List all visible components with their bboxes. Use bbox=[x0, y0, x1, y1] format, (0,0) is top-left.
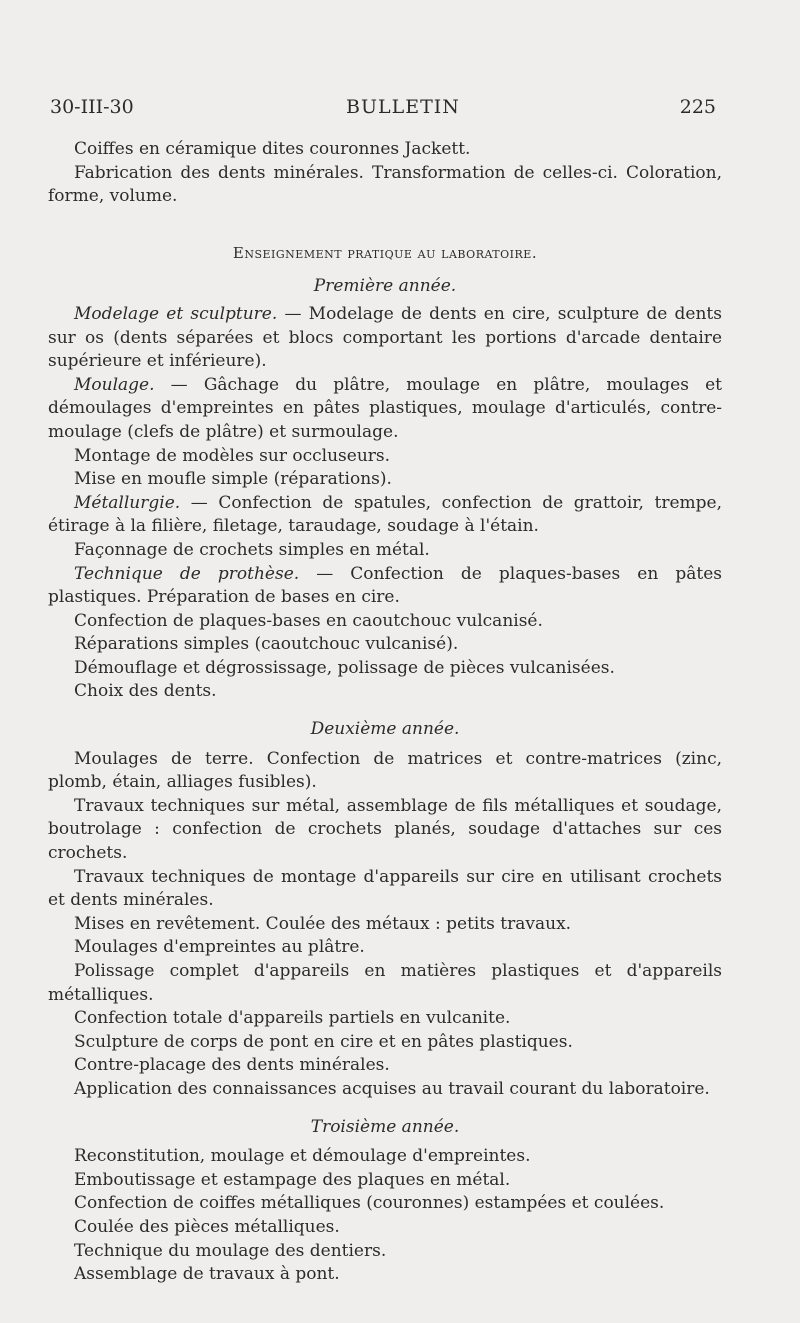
paragraph-text: — Confection de plaques-bases en pâtes plastiques. Préparation de bases en cire. bbox=[48, 563, 722, 608]
paragraph bbox=[48, 657, 722, 681]
paragraph: Confection totale d'appareils partiels en vulcanite. bbox=[74, 1008, 511, 1029]
paragraph bbox=[48, 680, 722, 704]
paragraph-text: — Gâchage du plâtre, moulage en plâtre, moulages et démoulages d'empreintes en pâtes plastiques, moulage d'articulés, contre-moulage (clefs de plâtre) et surmoulage. bbox=[48, 374, 722, 442]
paragraph bbox=[48, 374, 722, 445]
paragraph-text: Montage de modèles sur occluseurs. bbox=[74, 445, 391, 466]
year-heading: Première année. bbox=[313, 276, 457, 297]
year3-list bbox=[48, 1145, 722, 1287]
paragraph-text: — Modelage de dents en cire, sculpture de dents sur os (dents séparées et blocs comportant les portions d'arcade dentaire supérieure et inférieure). bbox=[48, 303, 722, 372]
paragraph-text: Réparations simples (caoutchouc vulcanisé). bbox=[74, 634, 459, 655]
paragraph bbox=[48, 633, 722, 657]
paragraph-text: Mise en moufle simple (réparations). bbox=[74, 469, 392, 490]
paragraph bbox=[48, 563, 722, 610]
header-date: 30-III-30 bbox=[50, 96, 134, 118]
paragraph bbox=[48, 445, 722, 469]
paragraph-label: Métallurgie. bbox=[74, 492, 181, 513]
paragraph: Sculpture de corps de pont en cire et en pâtes plastiques. bbox=[74, 1031, 573, 1052]
paragraph bbox=[48, 610, 722, 634]
year2-list bbox=[48, 748, 722, 1102]
paragraph-text: Choix des dents. bbox=[74, 681, 217, 702]
intro-line: Coiffes en céramique dites couronnes Jackett. bbox=[74, 139, 471, 159]
paragraph: Confection de coiffes métalliques (couronnes) estampées et coulées. bbox=[74, 1193, 665, 1214]
header-title: BULLETIN bbox=[346, 96, 460, 118]
paragraph: Emboutissage et estampage des plaques en métal. bbox=[74, 1169, 511, 1190]
paragraph-label: Moulage. bbox=[74, 374, 155, 395]
paragraph: Contre-placage des dents minérales. bbox=[74, 1055, 390, 1076]
year-heading: Deuxième année. bbox=[310, 719, 460, 740]
section-heading: Enseignement pratique au laboratoire. bbox=[232, 243, 538, 262]
paragraph bbox=[48, 468, 722, 492]
paragraph-text: Façonnage de crochets simples en métal. bbox=[74, 539, 430, 560]
paragraph: Assemblage de travaux à pont. bbox=[74, 1264, 340, 1285]
paragraph-text: Démouflage et dégrossissage, polissage de pièces vulcanisées. bbox=[74, 657, 615, 678]
paragraph bbox=[48, 539, 722, 563]
year-heading: Troisième année. bbox=[310, 1116, 460, 1137]
paragraph-text: Confection de plaques-bases en caoutchouc vulcanisé. bbox=[74, 610, 543, 631]
paragraph: Polissage complet d'appareils en matières plastiques et d'appareils métalliques. bbox=[48, 961, 722, 1005]
paragraph-text: — Confection de spatules, confection de grattoir, trempe, étirage à la filière, filetage, taraudage, soudage à l'étain. bbox=[48, 492, 722, 537]
paragraph: Reconstitution, moulage et démoulage d'empreintes. bbox=[74, 1146, 531, 1167]
paragraph: Technique du moulage des dentiers. bbox=[74, 1240, 387, 1261]
paragraph: Application des connaissances acquises au travail courant du laboratoire. bbox=[74, 1078, 710, 1099]
year1-list bbox=[48, 303, 722, 704]
paragraph: Moulages d'empreintes au plâtre. bbox=[74, 937, 365, 958]
paragraph bbox=[48, 303, 722, 374]
page-body bbox=[48, 138, 722, 1287]
paragraph-label: Technique de prothèse. bbox=[74, 563, 300, 584]
page-number: 225 bbox=[679, 96, 716, 118]
paragraph: Coulée des pièces métalliques. bbox=[74, 1216, 340, 1237]
paragraph-label: Modelage et sculpture. bbox=[74, 303, 278, 324]
running-header bbox=[50, 96, 716, 122]
paragraph: Travaux techniques de montage d'appareils sur cire en utilisant crochets et dents minérales. bbox=[48, 866, 722, 911]
paragraph: Mises en revêtement. Coulée des métaux : petits travaux. bbox=[74, 913, 572, 934]
paragraph bbox=[48, 492, 722, 539]
intro-line: Fabrication des dents minérales. Transformation de celles-ci. Coloration, forme, volume. bbox=[48, 162, 722, 207]
paragraph: Moulages de terre. Confection de matrices et contre-matrices (zinc, plomb, étain, alliages fusibles). bbox=[48, 748, 722, 793]
paragraph: Travaux techniques sur métal, assemblage de fils métalliques et soudage, boutrolage : confection de crochets planés, soudage d'attaches sur ces crochets. bbox=[48, 795, 722, 864]
